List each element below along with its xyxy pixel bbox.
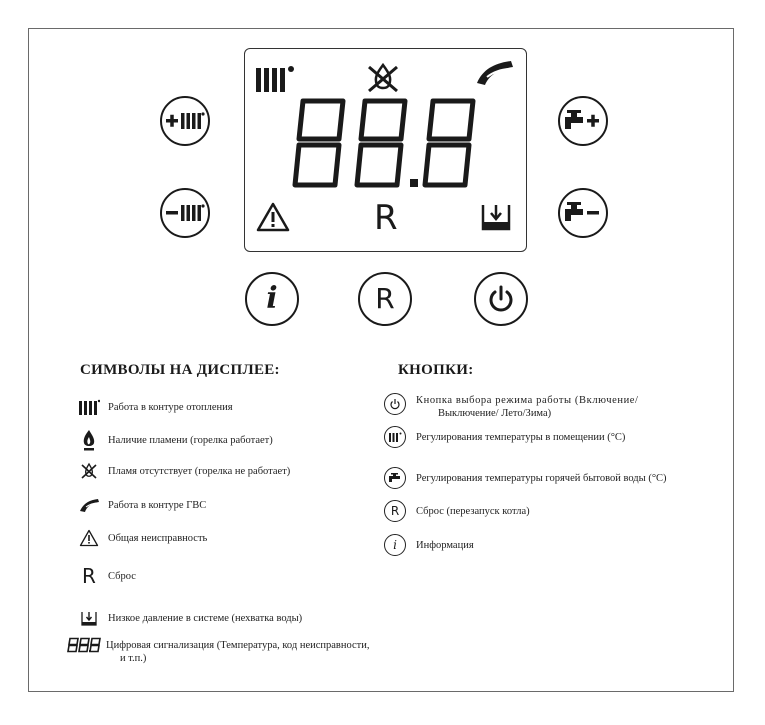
symbols-title: СИМВОЛЫ НА ДИСПЛЕЕ: [80, 362, 280, 378]
list-item [76, 565, 136, 587]
warning-icon [255, 201, 291, 233]
list-item [76, 461, 290, 481]
flame-icon [76, 429, 102, 451]
info-icon: i [266, 281, 278, 316]
button-label: Кнопка выбора режима работы (Включение/ [416, 395, 639, 406]
reset-button-icon: R [390, 504, 400, 518]
heating-plus-button[interactable] [160, 96, 210, 146]
symbol-label: Сброс [108, 570, 136, 582]
button-label: Регулирования температуры горячей бытовой воды (°C) [416, 472, 667, 484]
dhw-plus-button[interactable] [558, 96, 608, 146]
reset-icon: R [82, 564, 96, 588]
symbol-label: Пламя отсутствует (горелка не работает) [108, 465, 291, 477]
tap-plus-icon [563, 109, 603, 133]
radiator-button-icon [384, 426, 406, 448]
digits-icon [66, 636, 102, 654]
list-item [384, 467, 667, 489]
power-button-icon [384, 393, 406, 415]
tap-icon [473, 57, 515, 87]
reset-button[interactable] [358, 272, 412, 326]
list-item [76, 495, 206, 515]
buttons-title: КНОПКИ: [398, 362, 474, 378]
list-item [384, 426, 625, 448]
radiator-icon [255, 65, 295, 93]
tap-icon [76, 495, 102, 515]
button-label: Регулирования температуры в помещении (°C) [416, 431, 626, 443]
heating-minus-icon [165, 202, 205, 224]
radiator-icon [76, 398, 102, 416]
power-icon [486, 284, 516, 314]
seven-segment-readout [285, 95, 490, 195]
button-label: Сброс (перезапуск котла) [416, 505, 530, 517]
dhw-minus-button[interactable] [558, 188, 608, 238]
symbol-label: Общая неисправность [108, 532, 208, 544]
button-label: Информация [416, 539, 474, 551]
power-button[interactable] [474, 272, 528, 326]
tap-minus-icon [563, 201, 603, 225]
heating-minus-button[interactable] [160, 188, 210, 238]
list-item [384, 393, 639, 420]
symbol-label: Низкое давление в системе (нехватка воды) [108, 612, 303, 624]
tap-button-icon [384, 467, 406, 489]
symbol-label: Цифровая сигнализация (Температура, код неисправности, [106, 640, 370, 651]
list-item [76, 608, 302, 628]
reset-symbol: R [374, 198, 398, 238]
list-item [76, 429, 273, 451]
symbol-label: Работа в контуре ГВС [108, 499, 207, 511]
flame-off-icon [365, 61, 401, 95]
low-pressure-icon [479, 199, 513, 233]
list-item [66, 636, 370, 665]
lcd-display [244, 48, 527, 252]
info-button[interactable] [245, 272, 299, 326]
heating-plus-icon [165, 110, 205, 132]
warning-icon [76, 528, 102, 548]
symbol-label-cont: и т.п.) [120, 653, 147, 664]
list-item [384, 534, 474, 556]
low-pressure-icon [76, 608, 102, 628]
list-item [76, 528, 207, 548]
button-label-cont: Выключение/ Лето/Зима) [438, 408, 552, 419]
list-item [384, 500, 530, 522]
reset-icon: R [375, 282, 395, 315]
info-button-icon: i [393, 538, 397, 552]
list-item [76, 398, 233, 416]
flame-off-icon [76, 461, 102, 481]
symbol-label: Работа в контуре отопления [108, 401, 233, 413]
symbol-label: Наличие пламени (горелка работает) [108, 434, 273, 446]
